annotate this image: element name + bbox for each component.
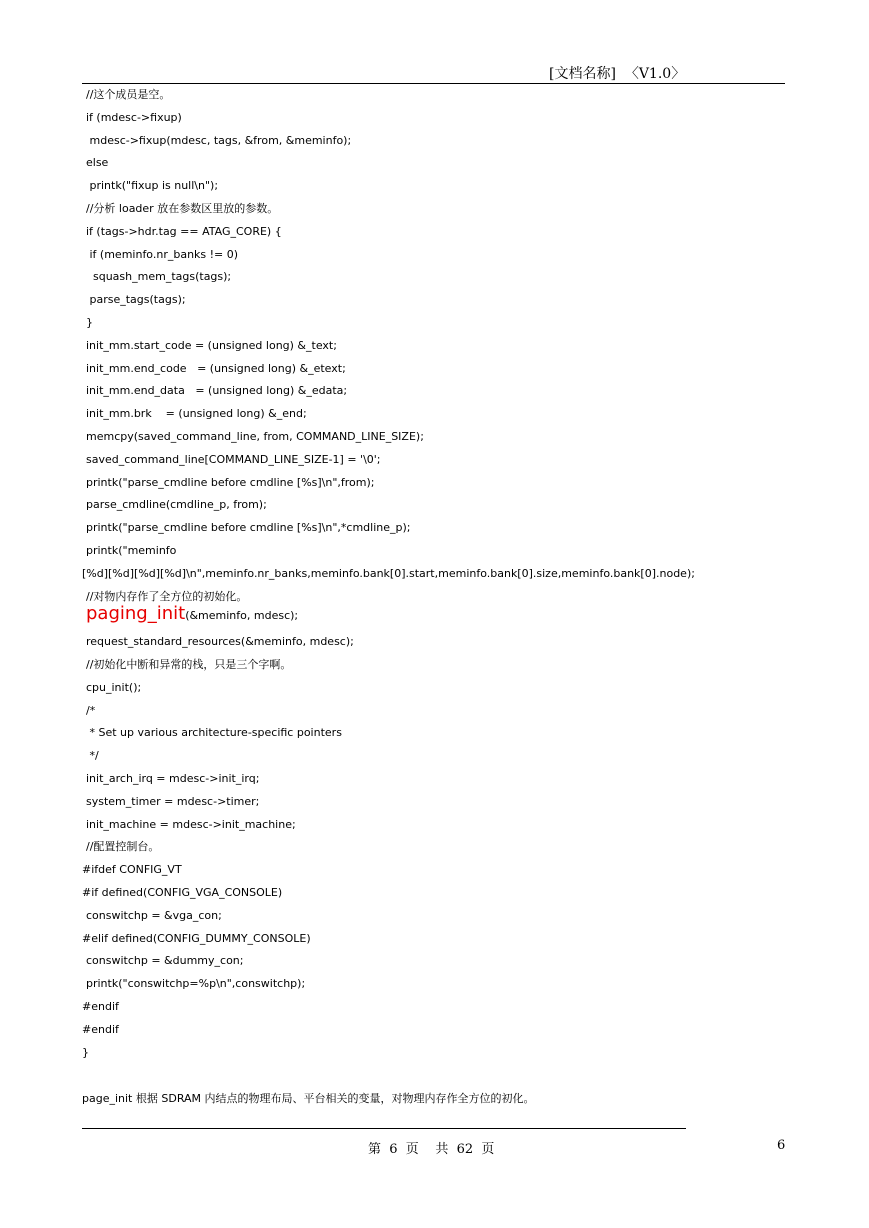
- code-line: //配置控制台。: [86, 840, 160, 854]
- document-title: [文档名称] 〈V1.0〉: [549, 66, 686, 82]
- code-line: conswitchp = &vga_con;: [86, 908, 222, 922]
- code-line: init_arch_irq = mdesc->init_irq;: [86, 772, 260, 785]
- code-line: request_standard_resources(&meminfo, mdesc);: [86, 635, 354, 649]
- code-line: #endif: [82, 1000, 119, 1013]
- code-line: [%d][%d][%d][%d]\n",meminfo.nr_banks,meminfo.bank[0].start,meminfo.bank[0].size,meminfo.bank[0].node);: [82, 566, 695, 580]
- code-line: printk("conswitchp=%p\n",conswitchp);: [86, 977, 306, 991]
- code-line: */: [86, 749, 99, 763]
- code-line: init_mm.end_data = (unsigned long) &_edata;: [86, 384, 348, 398]
- footer-rule: [82, 1128, 686, 1129]
- code-line: //分析 loader 放在参数区里放的参数。: [86, 202, 279, 215]
- code-line: #if defined(CONFIG_VGA_CONSOLE): [82, 886, 283, 899]
- code-line: //对物内存作了全方位的初始化。: [86, 589, 248, 603]
- code-line: init_mm.start_code = (unsigned long) &_text;: [86, 338, 337, 352]
- code-line: squash_mem_tags(tags);: [86, 270, 232, 284]
- paging-init-args: (&meminfo, mdesc);: [185, 609, 299, 623]
- code-line: printk("parse_cmdline before cmdline [%s]\n",*cmdline_p);: [86, 521, 411, 535]
- code-line: /*: [86, 703, 96, 717]
- code-line: memcpy(saved_command_line, from, COMMAND_LINE_SIZE);: [86, 430, 424, 443]
- code-line: //初始化中断和异常的栈，只是三个字啊。: [86, 658, 292, 671]
- code-line: if (meminfo.nr_banks != 0): [86, 247, 239, 261]
- code-line: }: [82, 1045, 89, 1059]
- code-line: if (mdesc->fixup): [86, 110, 182, 124]
- code-line: #endif: [82, 1022, 119, 1036]
- code-line: if (tags->hdr.tag == ATAG_CORE) {: [86, 224, 282, 238]
- code-line: else: [86, 156, 109, 170]
- code-line: }: [86, 316, 93, 329]
- header-rule: [82, 83, 785, 84]
- code-line: system_timer = mdesc->timer;: [86, 794, 260, 808]
- paging-init-function: paging_init: [86, 603, 186, 625]
- code-line: saved_command_line[COMMAND_LINE_SIZE-1] = '\0';: [86, 452, 381, 466]
- code-line: init_mm.brk = (unsigned long) &_end;: [86, 407, 307, 421]
- paging-init-line: [86, 603, 299, 625]
- code-line: //这个成员是空。: [86, 88, 171, 101]
- code-line: parse_tags(tags);: [86, 293, 186, 307]
- code-line: cpu_init();: [86, 680, 142, 694]
- code-line: printk("fixup is null\n");: [86, 179, 219, 193]
- code-line: * Set up various architecture-specific pointers: [86, 726, 342, 740]
- code-line: parse_cmdline(cmdline_p, from);: [86, 498, 267, 512]
- code-line: mdesc->fixup(mdesc, tags, &from, &meminfo);: [86, 133, 352, 147]
- code-line: init_mm.end_code = (unsigned long) &_etext;: [86, 361, 346, 375]
- code-line: #elif defined(CONFIG_DUMMY_CONSOLE): [82, 931, 311, 945]
- code-line: #ifdef CONFIG_VT: [82, 863, 182, 877]
- code-line: printk("meminfo: [86, 544, 177, 557]
- page-number: 6: [777, 1138, 786, 1153]
- code-line: conswitchp = &dummy_con;: [86, 954, 244, 968]
- paragraph-text: page_init 根据 SDRAM 内结点的物理布局、平台相关的变量，对物理内存作全方位的初化。: [82, 1091, 535, 1105]
- code-line: printk("parse_cmdline before cmdline [%s]\n",from);: [86, 475, 375, 489]
- code-line: init_machine = mdesc->init_machine;: [86, 817, 296, 831]
- page-counter: 第 6 页 共 62 页: [368, 1142, 495, 1157]
